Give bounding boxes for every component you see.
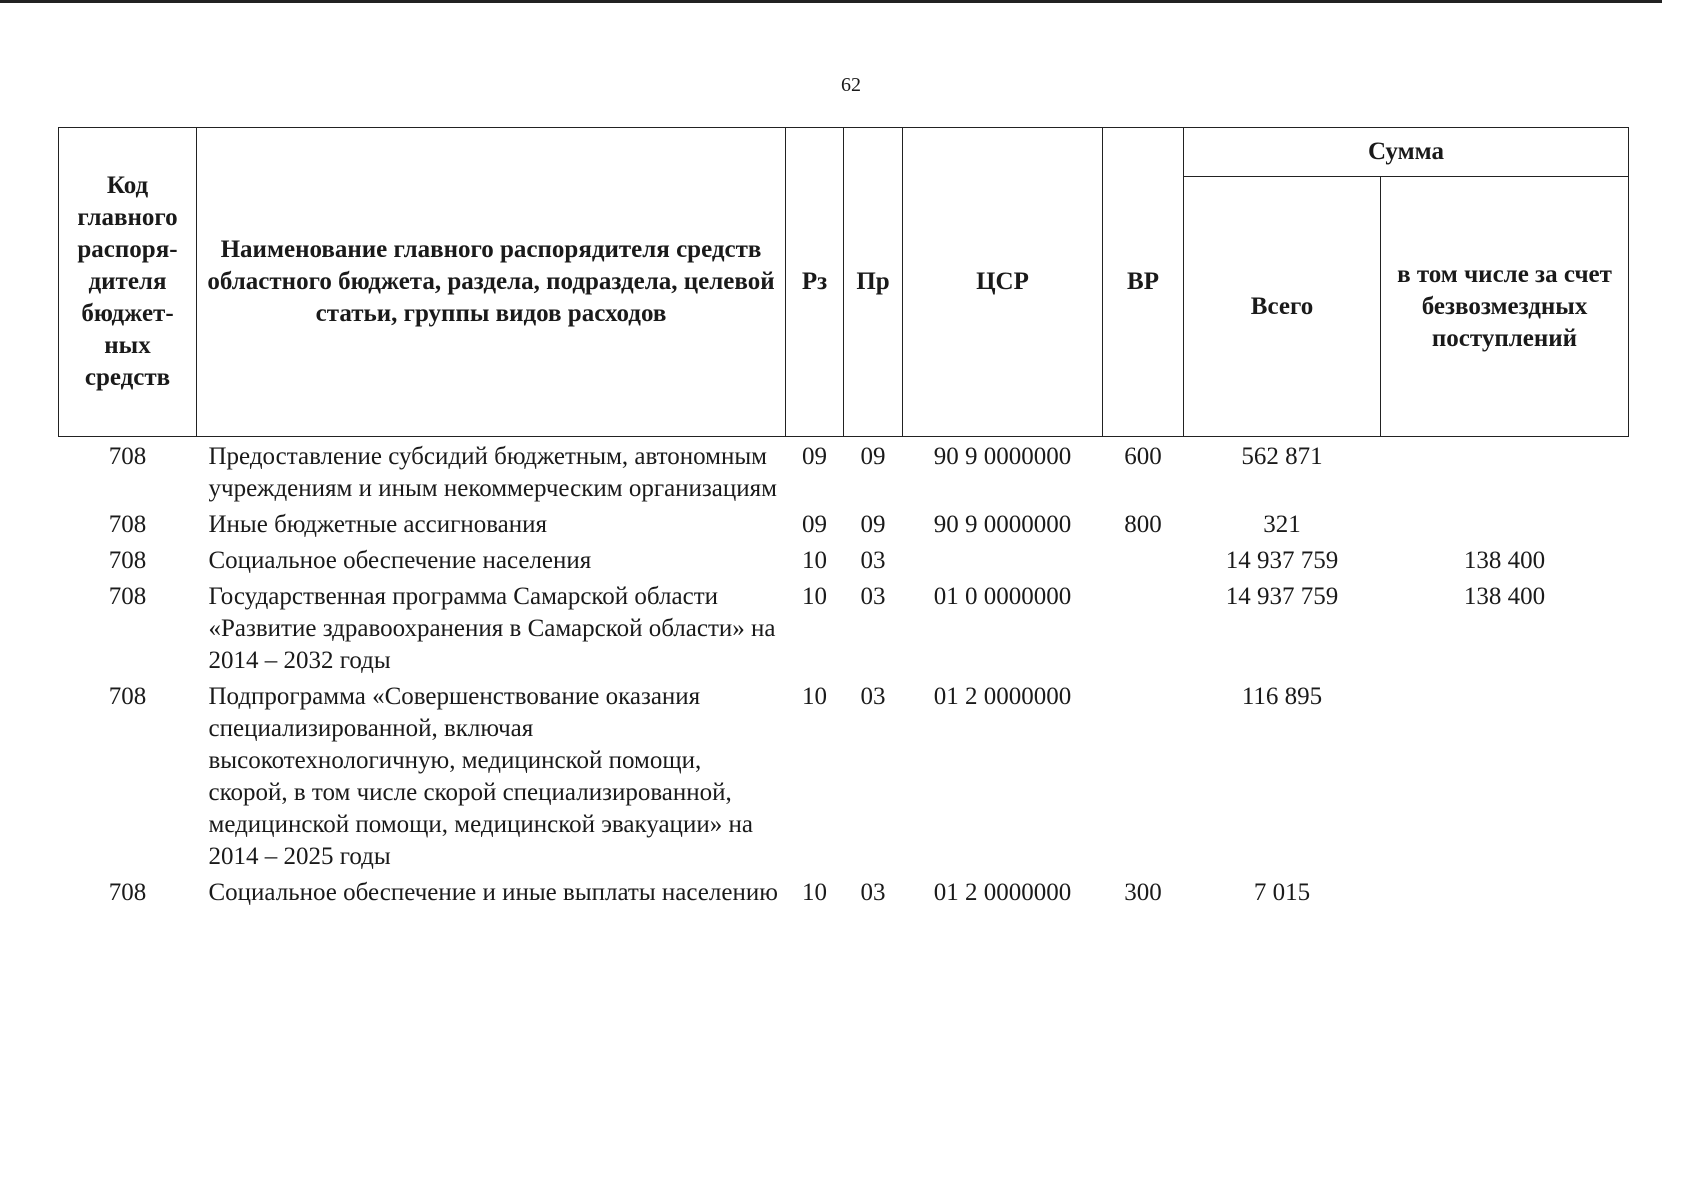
cell-free	[1381, 677, 1629, 873]
cell-vr: 800	[1124, 511, 1162, 538]
cell-vr	[1103, 541, 1184, 577]
header-code: Код главного распоря-дителя бюджет-ных средств	[59, 128, 197, 437]
cell-rz: 10	[802, 683, 827, 710]
cell-total: 116 895	[1241, 683, 1323, 710]
cell-pr: 03	[860, 583, 886, 610]
header-sum: Сумма	[1184, 128, 1629, 177]
cell-code: 708	[108, 683, 147, 710]
budget-table	[58, 127, 1629, 909]
cell-free: 138 400	[1463, 583, 1546, 610]
table-row	[59, 505, 1629, 541]
cell-csr: 01 2 0000000	[933, 879, 1072, 906]
cell-vr: 300	[1124, 879, 1162, 906]
header-vr: ВР	[1103, 128, 1184, 437]
table-row	[59, 437, 1629, 506]
header-free: в том числе за счет безвозмездных поступлений	[1381, 177, 1629, 437]
cell-pr: 09	[860, 443, 886, 470]
cell-name: Государственная программа Самарской области «Развитие здравоохранения в Самарской области» на 2014 – 2032 годы	[208, 583, 776, 674]
cell-name: Предоставление субсидий бюджетным, автономным учреждениям и иным некоммерческим организациям	[208, 443, 777, 502]
cell-total: 321	[1263, 511, 1301, 538]
table-row	[59, 873, 1629, 909]
cell-total: 7 015	[1253, 879, 1311, 906]
cell-rz: 10	[802, 547, 827, 574]
cell-free	[1381, 873, 1629, 909]
cell-code: 708	[108, 879, 147, 906]
top-rule	[0, 0, 1662, 3]
cell-name: Иные бюджетные ассигнования	[208, 511, 548, 538]
header-csr: ЦСР	[903, 128, 1103, 437]
cell-vr	[1103, 677, 1184, 873]
cell-code: 708	[108, 583, 147, 610]
table-body	[59, 437, 1629, 910]
cell-pr: 03	[860, 879, 886, 906]
cell-code: 708	[108, 511, 147, 538]
cell-rz: 10	[802, 879, 827, 906]
cell-free	[1381, 505, 1629, 541]
cell-rz: 09	[802, 443, 827, 470]
cell-rz: 10	[802, 583, 827, 610]
page-number: 62	[841, 74, 861, 96]
header-name: Наименование главного распорядителя средств областного бюджета, раздела, подраздела, целевой статьи, группы видов расходов	[197, 128, 786, 437]
cell-total: 562 871	[1241, 443, 1323, 470]
cell-csr: 01 2 0000000	[933, 683, 1072, 710]
table-row	[59, 541, 1629, 577]
cell-name: Социальное обеспечение и иные выплаты населению	[208, 879, 778, 906]
cell-pr: 03	[860, 683, 886, 710]
cell-code: 708	[108, 547, 147, 574]
cell-code: 708	[108, 443, 147, 470]
cell-csr	[903, 541, 1103, 577]
cell-name: Подпрограмма «Совершенствование оказания специализированной, включая высокотехнологичную, медицинской помощи, скорой, в том числе скорой специализированной, медицинской помощи, медицинской эвакуации» на 2014 – 2025 годы	[208, 683, 753, 870]
cell-vr: 600	[1124, 443, 1162, 470]
header-pr: Пр	[844, 128, 903, 437]
cell-vr	[1103, 577, 1184, 677]
cell-total: 14 937 759	[1225, 547, 1339, 574]
cell-rz: 09	[802, 511, 827, 538]
cell-pr: 09	[860, 511, 886, 538]
table-header	[59, 128, 1629, 437]
cell-total: 14 937 759	[1225, 583, 1339, 610]
cell-free: 138 400	[1463, 547, 1546, 574]
cell-name: Социальное обеспечение населения	[208, 547, 592, 574]
cell-csr: 90 9 0000000	[933, 443, 1072, 470]
table-row	[59, 677, 1629, 873]
table-row	[59, 577, 1629, 677]
cell-pr: 03	[860, 547, 886, 574]
cell-csr: 90 9 0000000	[933, 511, 1072, 538]
header-rz: Рз	[786, 128, 844, 437]
cell-free	[1381, 437, 1629, 506]
header-total: Всего	[1184, 177, 1381, 437]
cell-csr: 01 0 0000000	[933, 583, 1072, 610]
